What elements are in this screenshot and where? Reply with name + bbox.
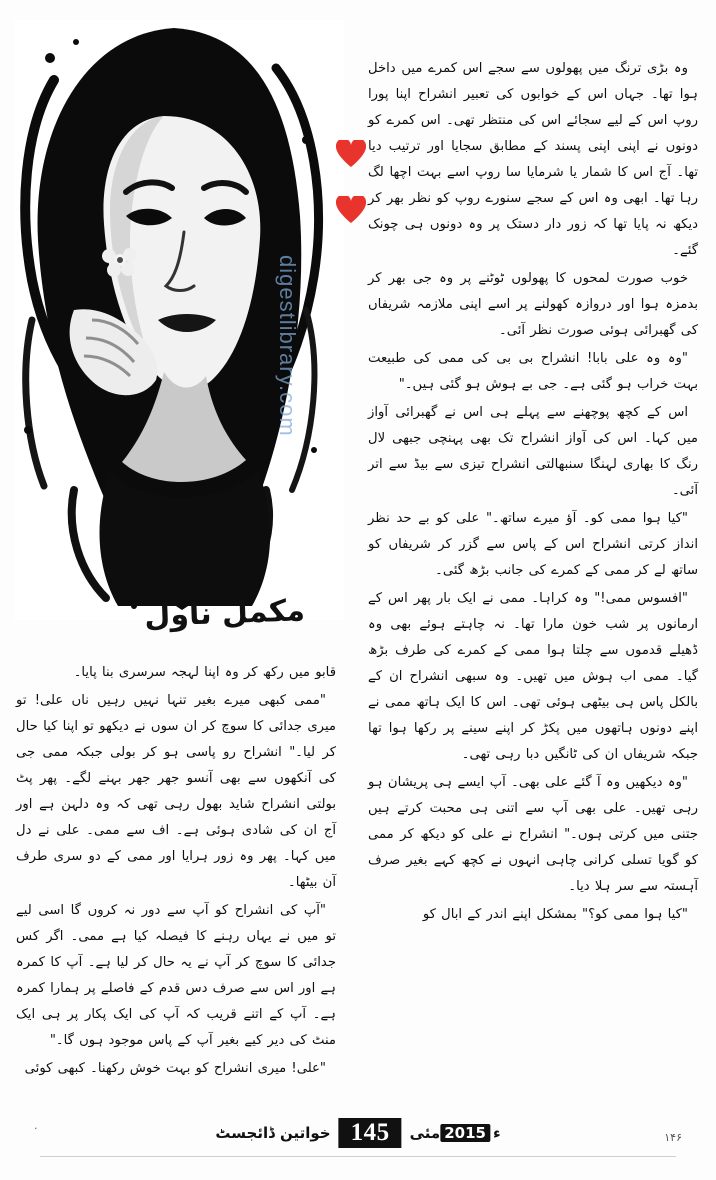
issue-suffix: ء xyxy=(492,1124,501,1142)
footer-divider xyxy=(40,1156,676,1157)
body-text-column-right xyxy=(368,56,698,930)
corner-mark-right: ۱۴۶ xyxy=(664,1131,682,1144)
story-illustration xyxy=(14,20,344,620)
story-title: مکمل ناول xyxy=(143,593,306,634)
page-number: 145 xyxy=(339,1118,402,1148)
paragraph: قابو میں رکھ کر وہ اپنا لہجہ سرسری بنا پایا۔ xyxy=(73,665,336,680)
issue-month: مئی xyxy=(409,1124,441,1142)
paragraph: "وہ وہ علی بابا! انشراح بی بی کی ممی کی طبیعت بہت خراب ہو گئی ہے۔ جی بے ہوش ہو گئی ہیں۔" xyxy=(368,351,698,392)
corner-mark-left: . xyxy=(34,1119,38,1132)
paragraph: اس کے کچھ پوچھنے سے پہلے ہی اس نے گھبرائی آواز میں کہا۔ اس کی آواز انشراح تک بھی پہنچی جبھی لال رنگ کا بھاری لہنگا سنبھالتی انشراح تیزی سے بیڈ سے اتر آئی۔ xyxy=(368,405,698,498)
paragraph: "علی! میری انشراح کو بہت خوش رکھنا۔ کبھی کوئی xyxy=(24,1061,326,1076)
issue-year: 2015 xyxy=(440,1124,490,1142)
paragraph: "وہ دیکھیں وہ آ گئے علی بھی۔ آپ ایسے ہی پریشان ہو رہی تھیں۔ علی بھی آپ سے اتنی ہی محبت کرتے ہیں جتنی میں کرتی ہوں۔" انشراح نے علی کو دیکھ کر ممی کو گویا تسلی کرانی چاہی انہوں نے کچھ کہے بغیر صرف آہستہ سے سر ہلا دیا۔ xyxy=(368,775,698,894)
issue-date xyxy=(410,1124,501,1142)
paragraph: "ممی کبھی میرے بغیر تنہا نہیں رہیں ناں علی! تو میری جدائی کا سوچ کر ان سوں نے دیکھو تو اپنا کیا حال کر لیا۔" انشراح رو پاسی ہو کر بولی جبکہ ممی جی کی آنکھوں سے بھی آنسو جھر جھر بہنے لگے۔ پھر پٹ بولتی انشراح شاید بھول رہی تھی کہ وہ دلہن ہے اور آج ان کی شادی ہوئی ہے۔ اف سے ممی۔ علی نے دل میں کہا۔ پھر وہ زور ہرایا اور ممی کے دو سری طرف آن بیٹھا۔ xyxy=(16,693,336,890)
heart-sticker-1 xyxy=(336,140,366,168)
footer-center-group xyxy=(215,1118,500,1148)
body-text-column-left xyxy=(16,660,336,1084)
paragraph: "کیا ہوا ممی کو؟" بمشکل اپنے اندر کے ابال کو xyxy=(422,907,688,922)
paragraph: خوب صورت لمحوں کا پھولوں ٹوٹنے پر وہ جی بھر کر بدمزہ ہوا اور دروازہ کھولنے پر اسے اپنی ملازمہ شریفاں کی گھبرائی ہوئی صورت نظر آئی۔ xyxy=(368,271,698,338)
paragraph: "آپ کی انشراح کو آپ سے دور نہ کروں گا اسی لیے تو میں نے یہاں رہنے کا فیصلہ کیا ہے ممی۔ اگر کس جدائی کا سوچ کر آپ نے یہ حال کر لیا ہے۔ آپ کا کمرہ ہے اور اس سے صرف دس قدم کے فاصلے پر ہمارا کمرہ ہے۔ آپ کے اتنے قریب کہ آپ کی ایک پکار پر ہی ایک منٹ کی دیر کیے بغیر آپ کے پاس موجود ہوں گا۔" xyxy=(16,903,336,1048)
paragraph: "کیا ہوا ممی کو۔ آؤ میرے ساتھ۔" علی کو بے حد نظر انداز کرتی انشراح اس کے پاس سے گزر کر شریفاں کو ساتھ لے کر ممی کے کمرے کی جانب بڑھ گئی۔ xyxy=(368,511,698,578)
magazine-name: خواتین ڈائجسٹ xyxy=(215,1124,331,1142)
heart-sticker-2 xyxy=(336,196,366,224)
page-footer xyxy=(0,1118,716,1158)
watermark: digestlibrary.com xyxy=(275,255,300,437)
paragraph: وہ بڑی ترنگ میں پھولوں سے سجے اس کمرے میں داخل ہوا تھا۔ جہاں اس کے خوابوں کی تعبیر انشراح اپنا پورا روپ اس کے لیے سجائے اس کی منتظر تھی۔ اس کمرے کو دونوں نے اپنی اپنی پسند کے مطابق سجایا اور ترتیب دیا تھا۔ آج اس کا شمار یا شرمایا سا روپ اسے بہت اچھا لگ رہا تھا۔ ابھی وہ اس کے سجے سنورے روپ کو نظر بھر کر دیکھ نہ پایا تھا کہ زور دار دستک پر وہ دونوں ہی چونک گئے۔ xyxy=(368,61,698,258)
paragraph: "افسوس ممی!" وہ کراہا۔ ممی نے ایک بار پھر اس کے ارمانوں پر شب خون مارا تھا۔ نہ چاہتے ہوئے بھی وہ ڈھیلے قدموں سے چلتا ہوا ممی کے کمرے کی طرف بڑھ گیا۔ ممی اب ہوش میں تھیں۔ وہ سبھی انشراح ان کے بالکل پاس ہی بیٹھی ہوئی تھی۔ اس کا ایک ہاتھ ممی نے اپنے دونوں ہاتھوں میں پکڑ کر اپنے سینے پر رکھا ہوا تھا جبکہ شریفاں ان کی ٹانگیں دبا رہی تھی۔ xyxy=(368,591,698,762)
